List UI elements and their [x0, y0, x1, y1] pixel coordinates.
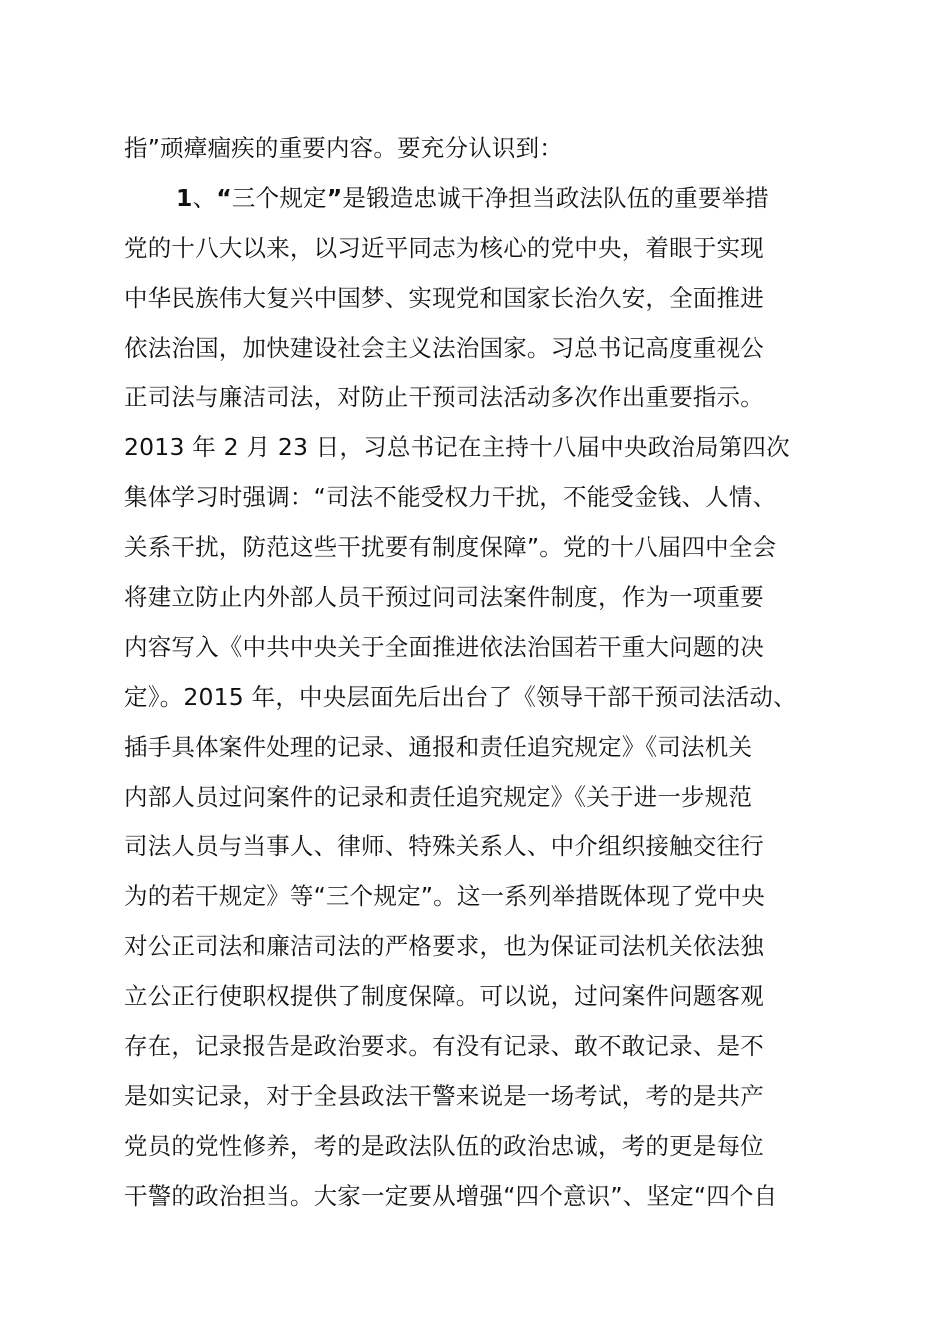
heading-term: 三个规定 — [231, 183, 327, 212]
paragraph-line: 定》。2015 年，中央层面先后出台了《领导干部干预司法活动、 — [124, 682, 797, 711]
paragraph-line: 关系干扰，防范这些干扰要有制度保障”。党的十八届四中全会 — [124, 533, 777, 562]
heading-number: 1 — [176, 183, 193, 212]
paragraph-line: 立公正行使职权提供了制度保障。可以说，过问案件问题客观 — [124, 982, 764, 1011]
paragraph-line: 中华民族伟大复兴中国梦、实现党和国家长治久安，全面推进 — [124, 283, 764, 312]
paragraph-line: 存在，记录报告是政治要求。有没有记录、敢不敢记录、是不 — [124, 1032, 764, 1061]
paragraph-line: 司法人员与当事人、律师、特殊关系人、中介组织接触交往行 — [124, 832, 764, 861]
paragraph-line: 插手具体案件处理的记录、通报和责任追究规定》《司法机关 — [124, 732, 753, 761]
paragraph-line: 对公正司法和廉洁司法的严格要求，也为保证司法机关依法独 — [124, 932, 764, 961]
paragraph-line: 2013 年 2 月 23 日，习总书记在主持十八届中央政治局第四次 — [124, 433, 790, 462]
paragraph-line: 党员的党性修养，考的是政法队伍的政治忠诚，考的更是每位 — [124, 1131, 764, 1160]
paragraph-line: 内容写入《中共中央关于全面推进依法治国若干重大问题的决 — [124, 632, 764, 661]
paragraph-line: 将建立防止内外部人员干预过问司法案件制度，作为一项重要 — [124, 583, 764, 612]
paragraph-line: 依法治国，加快建设社会主义法治国家。习总书记高度重视公 — [124, 333, 764, 362]
body-text — [124, 124, 844, 1222]
paragraph-line: 是如实记录，对于全县政法干警来说是一场考试，考的是共产 — [124, 1081, 764, 1110]
heading-text: 是锻造忠诚干净担当政法队伍的重要举措 — [342, 183, 769, 212]
paragraph-line: 为的若干规定》等“三个规定”。这一系列举措既体现了党中央 — [124, 882, 765, 911]
paragraph-line: 集体学习时强调：“司法不能受权力干扰，不能受金钱、人情、 — [124, 483, 777, 512]
paragraph-line: 党的十八大以来，以习近平同志为核心的党中央，着眼于实现 — [124, 233, 764, 262]
paragraph-line: 指”顽瘴痼疾的重要内容。要充分认识到： — [124, 134, 563, 162]
heading-separator: 、 — [192, 183, 217, 212]
paragraph-line: 正司法与廉洁司法，对防止干预司法活动多次作出重要指示。 — [124, 383, 764, 412]
heading-open-quote: “ — [216, 183, 232, 212]
paragraph-line: 干警的政治担当。大家一定要从增强“四个意识”、坚定“四个自 — [124, 1181, 778, 1210]
heading-close-quote: ” — [326, 183, 343, 212]
paragraph-line: 内部人员过问案件的记录和责任追究规定》《关于进一步规范 — [124, 782, 753, 811]
section-heading — [124, 174, 844, 224]
